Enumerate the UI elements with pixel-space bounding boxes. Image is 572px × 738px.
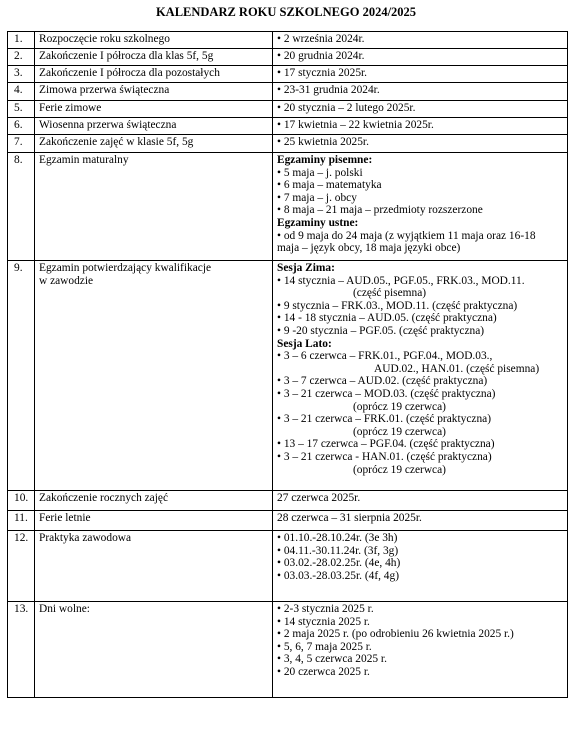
page-title: KALENDARZ ROKU SZKOLNEGO 2024/2025 (155, 5, 417, 19)
row-label (35, 135, 273, 153)
detail-line: • 2-3 stycznia 2025 r. (277, 603, 374, 615)
row-number: 12. (8, 531, 35, 602)
detail-line: • 14 stycznia 2025 r. (277, 615, 370, 628)
detail-line: • 6 maja – matematyka (277, 179, 382, 192)
detail-heading: Egzaminy pisemne: (277, 154, 373, 166)
row-details (273, 511, 568, 531)
label-line: Zakończenie rocznych zajęć (39, 492, 169, 504)
label-line: Zakończenie I półrocza dla klas 5f, 5g (39, 50, 214, 62)
row-label (35, 83, 273, 101)
row-label (35, 491, 273, 511)
row-details (273, 531, 568, 602)
row-number: 9. (8, 261, 35, 491)
detail-line: • 3 – 7 czerwca – AUD.02. (część praktyczna) (277, 375, 488, 388)
row-number: 8. (8, 153, 35, 261)
label-line: Ferie zimowe (39, 102, 102, 114)
detail-line: • 3 – 21 czerwca – MOD.03. (część praktyczna) (277, 387, 496, 400)
detail-line: • 5 maja – j. polski (277, 166, 363, 179)
label-line: Ferie letnie (39, 512, 91, 524)
detail-line: AUD.02., HAN.01. (część pisemna) (374, 362, 540, 375)
table-row (8, 101, 568, 118)
detail-heading: Sesja Zima: (277, 262, 335, 274)
table-row (8, 49, 568, 66)
row-details (273, 83, 568, 101)
detail-line: • 2 września 2024r. (277, 33, 365, 45)
detail-line: • 9 stycznia – FRK.03., MOD.11. (część praktyczna) (277, 299, 518, 312)
label-line: Zimowa przerwa świąteczna (39, 84, 170, 96)
detail-line: • 25 kwietnia 2025r. (277, 136, 369, 148)
detail-line: 27 czerwca 2025r. (277, 492, 361, 504)
detail-line: • 3 – 21 czerwca – FRK.01. (część praktyczna) (277, 413, 491, 426)
row-details (273, 101, 568, 118)
detail-line: • 9 -20 stycznia – PGF.05. (część praktyczna) (277, 324, 485, 337)
detail-line: • 03.03.-28.03.25r. (4f, 4g) (277, 569, 399, 582)
label-line: Praktyka zawodowa (39, 532, 132, 544)
detail-line: • 8 maja – 21 maja – przedmioty rozszerzone (277, 204, 483, 217)
detail-line: • 23-31 grudnia 2024r. (277, 84, 380, 96)
detail-line: (oprócz 19 czerwca) (353, 463, 446, 476)
row-label (35, 511, 273, 531)
row-details (273, 602, 568, 698)
row-details (273, 32, 568, 49)
row-details (273, 118, 568, 135)
table-row (8, 261, 568, 491)
detail-line: • 17 kwietnia – 22 kwietnia 2025r. (277, 119, 434, 131)
row-number: 2. (8, 49, 35, 66)
label-line: Egzamin potwierdzający kwalifikacje (39, 262, 212, 274)
row-details (273, 66, 568, 83)
detail-line: • 3, 4, 5 czerwca 2025 r. (277, 653, 387, 666)
row-number: 5. (8, 101, 35, 118)
row-label (35, 531, 273, 602)
row-details (273, 49, 568, 66)
row-label (35, 101, 273, 118)
row-number: 13. (8, 602, 35, 698)
label-line: Zakończenie zajęć w klasie 5f, 5g (39, 136, 194, 148)
row-details (273, 153, 568, 261)
row-number: 3. (8, 66, 35, 83)
table-row (8, 511, 568, 531)
table-row (8, 531, 568, 602)
detail-line: maja – język obcy, 18 maja języki obce) (277, 242, 461, 255)
label-line: Wiosenna przerwa świąteczna (39, 119, 177, 131)
table-row (8, 602, 568, 698)
row-details (273, 135, 568, 153)
detail-line: • 3 – 6 czerwca – FRK.01., PGF.04., MOD.03., (277, 350, 493, 363)
row-number: 1. (8, 32, 35, 49)
label-line: Dni wolne: (39, 603, 90, 615)
label-line: Egzamin maturalny (39, 154, 129, 166)
detail-line: (oprócz 19 czerwca) (353, 400, 446, 413)
detail-line: • 04.11.-30.11.24r. (3f, 3g) (277, 544, 399, 557)
detail-line: • 7 maja – j. obcy (277, 191, 357, 204)
label-line: Rozpoczęcie roku szkolnego (39, 33, 170, 45)
row-label (35, 66, 273, 83)
detail-line: • 20 czerwca 2025 r. (277, 665, 370, 678)
detail-line: • 17 stycznia 2025r. (277, 67, 368, 79)
row-details (273, 261, 568, 491)
row-label (35, 49, 273, 66)
row-label (35, 602, 273, 698)
table-row (8, 135, 568, 153)
row-number: 4. (8, 83, 35, 101)
detail-line: (część pisemna) (353, 287, 427, 300)
detail-line: • 01.10.-28.10.24r. (3e 3h) (277, 532, 398, 544)
row-number: 7. (8, 135, 35, 153)
table-row (8, 153, 568, 261)
label-line: w zawodzie (39, 274, 94, 287)
row-number: 10. (8, 491, 35, 511)
detail-line: • 14 stycznia – AUD.05., PGF.05., FRK.03., MOD.11. (277, 274, 525, 287)
label-line: Zakończenie I półrocza dla pozostałych (39, 67, 220, 79)
detail-line: • 2 maja 2025 r. (po odrobieniu 26 kwietnia 2025 r.) (277, 628, 514, 641)
row-number: 11. (8, 511, 35, 531)
table-row (8, 32, 568, 49)
detail-heading: Sesja Lato: (277, 337, 332, 350)
table-row (8, 491, 568, 511)
detail-line: • 13 – 17 czerwca – PGF.04. (część praktyczna) (277, 438, 495, 451)
table-row (8, 66, 568, 83)
detail-line: (oprócz 19 czerwca) (353, 425, 446, 438)
detail-heading: Egzaminy ustne: (277, 216, 359, 229)
detail-line: 28 czerwca – 31 sierpnia 2025r. (277, 512, 422, 524)
table-row (8, 118, 568, 135)
detail-line: • 03.02.-28.02.25r. (4e, 4h) (277, 557, 401, 570)
detail-line: • 20 stycznia – 2 lutego 2025r. (277, 102, 416, 114)
row-details (273, 491, 568, 511)
table-row (8, 83, 568, 101)
detail-line: • 20 grudnia 2024r. (277, 50, 365, 62)
row-number: 6. (8, 118, 35, 135)
detail-line: • 5, 6, 7 maja 2025 r. (277, 640, 372, 653)
row-label (35, 261, 273, 491)
detail-line: • od 9 maja do 24 maja (z wyjątkiem 11 maja oraz 16-18 (277, 229, 536, 242)
row-label (35, 118, 273, 135)
row-label (35, 153, 273, 261)
calendar-table (7, 31, 568, 698)
detail-line: • 3 – 21 czerwca - HAN.01. (część praktyczna) (277, 450, 492, 463)
row-label (35, 32, 273, 49)
detail-line: • 14 - 18 stycznia – AUD.05. (część praktyczna) (277, 312, 497, 325)
